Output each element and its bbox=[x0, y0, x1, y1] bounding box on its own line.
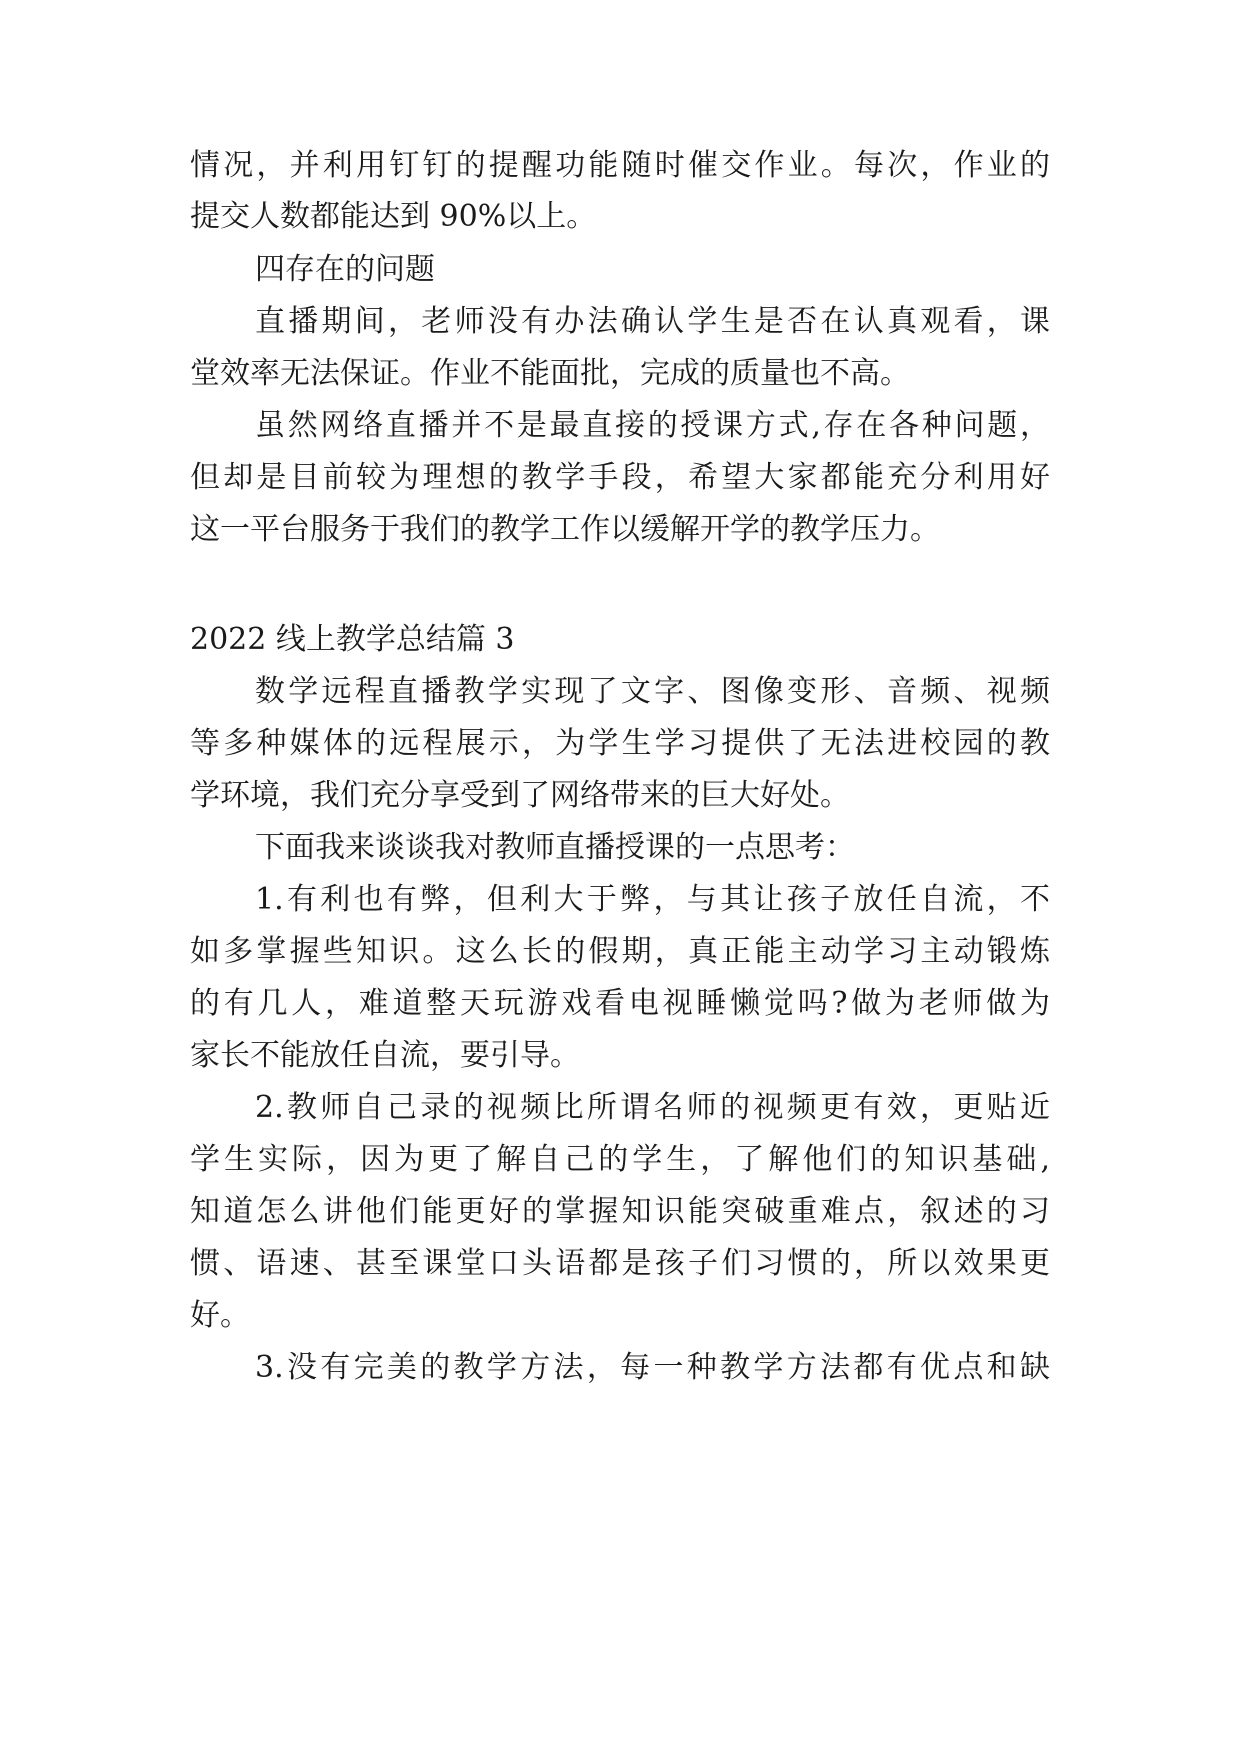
paragraph-line: 1.有利也有弊，但利大于弊，与其让孩子放任自流，不 bbox=[255, 882, 1050, 917]
paragraph-line: 等多种媒体的远程展示，为学生学习提供了无法进校园的教 bbox=[190, 726, 1050, 761]
paragraph-line: 但却是目前较为理想的教学手段，希望大家都能充分利用好 bbox=[190, 460, 1050, 495]
paragraph-line: 情况，并利用钉钉的提醒功能随时催交作业。每次，作业的 bbox=[190, 148, 1050, 183]
paragraph-line: 虽然网络直播并不是最直接的授课方式,存在各种问题， bbox=[255, 408, 1050, 443]
paragraph-line: 的有几人，难道整天玩游戏看电视睡懒觉吗?做为老师做为 bbox=[190, 986, 1050, 1021]
paragraph-line: 下面我来谈谈我对教师直播授课的一点思考： bbox=[255, 830, 855, 865]
paragraph-line: 2.教师自己录的视频比所谓名师的视频更有效，更贴近 bbox=[255, 1090, 1050, 1125]
paragraph-line: 好。 bbox=[190, 1298, 250, 1333]
paragraph-line: 知道怎么讲他们能更好的掌握知识能突破重难点，叙述的习 bbox=[190, 1194, 1050, 1229]
paragraph-line: 直播期间，老师没有办法确认学生是否在认真观看，课 bbox=[255, 304, 1050, 339]
paragraph-line: 学环境，我们充分享受到了网络带来的巨大好处。 bbox=[190, 778, 850, 813]
paragraph-line: 提交人数都能达到 90%以上。 bbox=[190, 199, 597, 234]
section-title: 2022 线上教学总结篇 3 bbox=[190, 622, 515, 657]
paragraph-line: 数学远程直播教学实现了文字、图像变形、音频、视频 bbox=[255, 674, 1050, 709]
paragraph-line: 学生实际，因为更了解自己的学生，了解他们的知识基础, bbox=[190, 1142, 1050, 1177]
paragraph-line: 家长不能放任自流，要引导。 bbox=[190, 1038, 580, 1073]
paragraph-line: 这一平台服务于我们的教学工作以缓解开学的教学压力。 bbox=[190, 512, 940, 547]
paragraph-line: 惯、语速、甚至课堂口头语都是孩子们习惯的，所以效果更 bbox=[190, 1246, 1050, 1281]
paragraph-line: 堂效率无法保证。作业不能面批，完成的质量也不高。 bbox=[190, 356, 910, 391]
paragraph-line: 如多掌握些知识。这么长的假期，真正能主动学习主动锻炼 bbox=[190, 934, 1050, 969]
paragraph-line: 3.没有完美的教学方法，每一种教学方法都有优点和缺 bbox=[255, 1350, 1050, 1385]
section-heading: 四存在的问题 bbox=[255, 252, 435, 287]
